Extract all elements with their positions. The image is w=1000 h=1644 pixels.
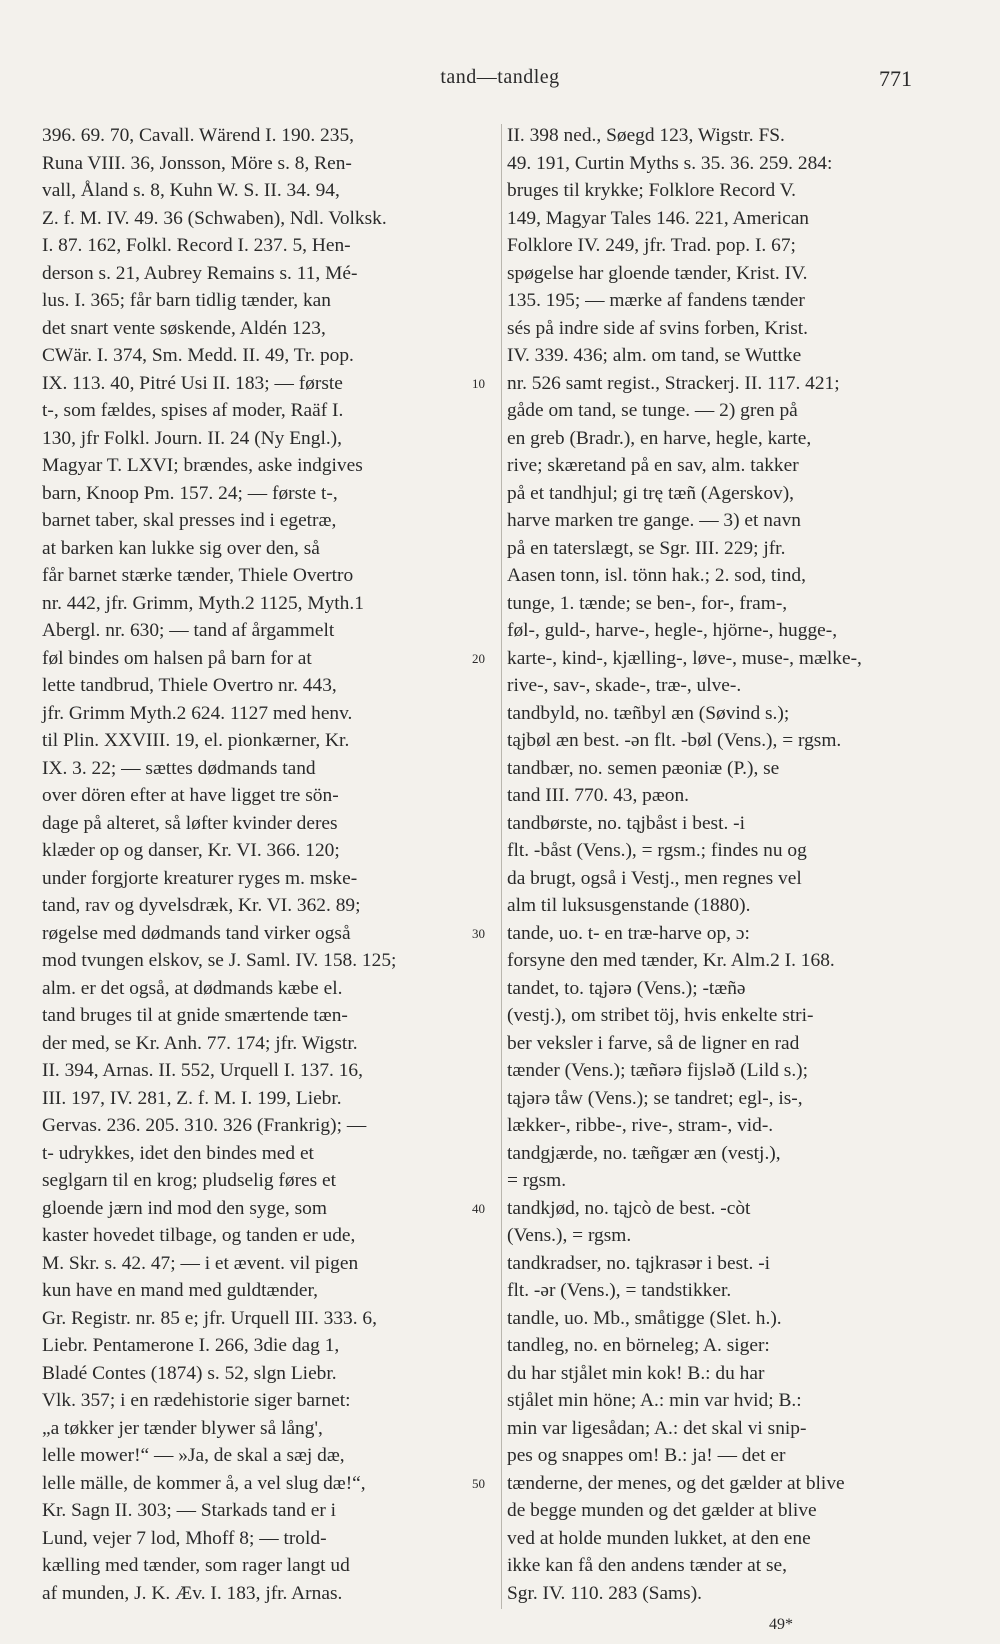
- text-line: gloende jærn ind mod den syge, som: [42, 1197, 327, 1219]
- text-line: tande, uo. t- en træ-harve op, ɔ:: [507, 922, 750, 944]
- page-number: 771: [879, 66, 912, 91]
- text-line: II. 398 ned., Søegd 123, Wigstr. FS.: [507, 125, 785, 146]
- line-number: 50: [472, 1475, 485, 1491]
- text-line: IX. 3. 22; — sættes dødmands tand: [42, 757, 316, 779]
- text-line: I. 87. 162, Folkl. Record I. 237. 5, Hen-: [42, 235, 351, 256]
- text-line: Gr. Registr. nr. 85 e; jfr. Urquell III. 333. 6,: [42, 1307, 377, 1329]
- text-line: derson s. 21, Aubrey Remains s. 11, Mé-: [42, 262, 358, 284]
- text-line: vall, Åland s. 8, Kuhn W. S. II. 34. 94,: [42, 180, 340, 201]
- text-line: IV. 339. 436; alm. om tand, se Wuttke: [507, 345, 802, 366]
- text-line: nr. 442, jfr. Grimm, Myth.2 1125, Myth.1: [42, 592, 364, 614]
- text-line: lette tandbrud, Thiele Overtro nr. 443,: [42, 675, 337, 696]
- text-line: barnet taber, skal presses ind i egetræ,: [42, 510, 337, 531]
- text-line: kun have en mand med guldtænder,: [42, 1280, 319, 1301]
- line-number: 40: [472, 1200, 485, 1216]
- text-line: flt. -båst (Vens.), = rgsm.; findes nu og: [507, 840, 807, 861]
- text-line: du har stjålet min kok! B.: du har: [507, 1362, 765, 1384]
- text-line: tandle, uo. Mb., småtigge (Slet. h.).: [507, 1307, 782, 1329]
- text-line: pes og snappes om! B.: ja! — det er: [507, 1445, 786, 1466]
- text-line: under forgjorte kreaturer ryges m. mske-: [42, 867, 358, 889]
- text-line: bruges til krykke; Folklore Record V.: [507, 180, 797, 201]
- text-line: tunge, 1. tænde; se ben-, for-, fram-,: [507, 592, 788, 614]
- text-line: rive; skæretand på en sav, alm. takker: [507, 455, 799, 476]
- text-line: kælling med tænder, som rager langt ud: [42, 1555, 350, 1576]
- column-divider: [501, 124, 502, 1609]
- text-line: sés på indre side af svins forben, Krist.: [507, 317, 809, 339]
- text-line: seglgarn til en krog; pludselig føres et: [42, 1170, 337, 1191]
- text-line: flt. -ər (Vens.), = tandstikker.: [507, 1280, 732, 1301]
- text-line: Abergl. nr. 630; — tand af årgammelt: [42, 620, 335, 641]
- text-line: tandbyld, no. tæñbyl æn (Søvind s.);: [507, 702, 790, 724]
- text-line: tandgjærde, no. tæñgær æn (vestj.),: [507, 1142, 781, 1164]
- text-line: af munden, J. K. Æv. I. 183, jfr. Arnas.: [42, 1582, 343, 1604]
- text-line: 396. 69. 70, Cavall. Wärend I. 190. 235,: [42, 125, 354, 146]
- text-line: at barken kan lukke sig over den, så: [42, 537, 320, 559]
- text-line: lus. I. 365; får barn tidlig tænder, kan: [42, 290, 331, 311]
- text-line: tand bruges til at gnide smærtende tæn-: [42, 1005, 348, 1026]
- text-line: føl-, guld-, harve-, hegle-, hjörne-, hugge-,: [507, 620, 838, 641]
- text-line: til Plin. XXVIII. 19, el. pionkærner, Kr.: [42, 730, 350, 751]
- text-line: på en taterslægt, se Sgr. III. 229; jfr.: [507, 537, 786, 559]
- text-line: tænderne, der menes, og det gælder at blive: [507, 1472, 845, 1494]
- signature-mark: 49*: [769, 1616, 793, 1633]
- text-line: 130, jfr Folkl. Journ. II. 24 (Ny Engl.),: [42, 427, 342, 449]
- text-line: alm til luksusgenstande (1880).: [507, 895, 751, 916]
- line-number: 30: [472, 925, 485, 941]
- text-line: Lund, vejer 7 lod, Mhoff 8; — trold-: [42, 1527, 327, 1549]
- text-line: barn, Knoop Pm. 157. 24; — første t-,: [42, 482, 338, 504]
- text-line: CWär. I. 374, Sm. Medd. II. 49, Tr. pop.: [42, 345, 354, 366]
- text-line: klæder op og danser, Kr. VI. 366. 120;: [42, 840, 340, 861]
- text-line: „a tøkker jer tænder blywer så lång',: [42, 1417, 323, 1439]
- text-line: Magyar T. LXVI; brændes, aske indgives: [42, 455, 363, 476]
- text-line: de begge munden og det gælder at blive: [507, 1500, 817, 1521]
- text-line: en greb (Bradr.), en harve, hegle, karte,: [507, 427, 812, 449]
- text-line: 135. 195; — mærke af fandens tænder: [507, 290, 805, 311]
- text-line: ved at holde munden lukket, at den ene: [507, 1527, 811, 1549]
- text-line: lelle mälle, de kommer å, a vel slug dæ!“,: [42, 1472, 366, 1494]
- text-line: 149, Magyar Tales 146. 221, American: [507, 207, 810, 229]
- text-line: IX. 113. 40, Pitré Usi II. 183; — første: [42, 372, 343, 394]
- text-line: tąjərə tåw (Vens.); se tandret; egl-, is-,: [507, 1087, 803, 1109]
- text-line: lækker-, ribbe-, rive-, stram-, vid-.: [507, 1115, 774, 1136]
- text-line: det snart vente søskende, Aldén 123,: [42, 317, 326, 339]
- text-line: tand III. 770. 43, pæon.: [507, 785, 690, 806]
- text-line: kaster hovedet tilbage, og tanden er ude,: [42, 1225, 356, 1246]
- right-column: [507, 122, 932, 1607]
- text-line: tænder (Vens.); tæñərə fijsləð (Lild s.);: [507, 1060, 809, 1081]
- text-line: får barnet stærke tænder, Thiele Overtro: [42, 565, 354, 586]
- text-line: Gervas. 236. 205. 310. 326 (Frankrig); —: [42, 1115, 367, 1136]
- text-line: forsyne den med tænder, Kr. Alm.2 I. 168.: [507, 950, 835, 971]
- text-line: = rgsm.: [507, 1170, 567, 1191]
- text-line: Sgr. IV. 110. 283 (Sams).: [507, 1582, 702, 1604]
- text-line: alm. er det også, at dødmands kæbe el.: [42, 977, 343, 999]
- text-line: (Vens.), = rgsm.: [507, 1225, 632, 1246]
- text-line: ikke kan få den andens tænder at se,: [507, 1555, 787, 1576]
- text-line: nr. 526 samt regist., Strackerj. II. 117. 421;: [507, 372, 840, 394]
- text-line: II. 394, Arnas. II. 552, Urquell I. 137. 16,: [42, 1060, 363, 1081]
- text-line: Aasen tonn, isl. tönn hak.; 2. sod, tind,: [507, 565, 806, 586]
- text-line: min var ligesådan; A.: det skal vi snip-: [507, 1417, 807, 1439]
- text-line: på et tandhjul; gi trę tæñ (Agerskov),: [507, 482, 795, 504]
- text-line: tand, rav og dyvelsdræk, Kr. VI. 362. 89;: [42, 895, 361, 916]
- text-line: gåde om tand, se tunge. — 2) gren på: [507, 400, 798, 421]
- text-line: rive-, sav-, skade-, træ-, ulve-.: [507, 675, 742, 696]
- text-line: ber veksler i farve, så de ligner en rad: [507, 1032, 800, 1054]
- left-column: [42, 122, 497, 1607]
- line-number: 10: [472, 375, 485, 391]
- text-line: tąjbøl æn best. -ən flt. -bøl (Vens.), = rgsm.: [507, 730, 842, 751]
- text-line: over dören efter at have ligget tre sön-: [42, 785, 339, 806]
- running-header: tand—tandleg: [440, 66, 560, 88]
- text-line: Vlk. 357; i en rædehistorie siger barnet:: [42, 1390, 351, 1411]
- text-line: lelle mower!“ — »Ja, de skal a sæj dæ,: [42, 1445, 345, 1466]
- text-line: tandet, to. tąjərə (Vens.); -tæñə: [507, 977, 746, 999]
- text-line: Bladé Contes (1874) s. 52, slgn Liebr.: [42, 1362, 337, 1384]
- text-line: der med, se Kr. Anh. 77. 174; jfr. Wigstr.: [42, 1032, 358, 1054]
- text-line: Runa VIII. 36, Jonsson, Möre s. 8, Ren-: [42, 152, 352, 174]
- text-line: tandleg, no. en börneleg; A. siger:: [507, 1335, 770, 1356]
- text-line: karte-, kind-, kjælling-, løve-, muse-, mælke-,: [507, 647, 862, 669]
- line-number: 20: [472, 650, 485, 666]
- text-line: jfr. Grimm Myth.2 624. 1127 med henv.: [42, 702, 353, 724]
- text-line: harve marken tre gange. — 3) et navn: [507, 510, 801, 531]
- text-line: tandbørste, no. tąjbåst i best. -i: [507, 812, 746, 834]
- text-line: (vestj.), om stribet töj, hvis enkelte stri-: [507, 1005, 814, 1026]
- text-line: mod tvungen elskov, se J. Saml. IV. 158. 125;: [42, 950, 397, 971]
- text-line: Liebr. Pentamerone I. 266, 3die dag 1,: [42, 1335, 340, 1356]
- text-line: t- udrykkes, idet den bindes med et: [42, 1142, 314, 1164]
- text-line: røgelse med dødmands tand virker også: [42, 922, 351, 944]
- text-line: tandbær, no. semen pæoniæ (P.), se: [507, 757, 780, 779]
- text-line: III. 197, IV. 281, Z. f. M. I. 199, Liebr.: [42, 1087, 342, 1109]
- text-line: spøgelse har gloende tænder, Krist. IV.: [507, 262, 808, 284]
- text-line: dage på alteret, så løfter kvinder deres: [42, 812, 338, 834]
- text-line: da brugt, også i Vestj., men regnes vel: [507, 867, 802, 889]
- text-line: t-, som fældes, spises af moder, Raäf I.: [42, 400, 344, 421]
- text-line: M. Skr. s. 42. 47; — i et ævent. vil pigen: [42, 1252, 359, 1274]
- text-line: Kr. Sagn II. 303; — Starkads tand er i: [42, 1500, 337, 1521]
- text-line: tandkjød, no. tąjcò de best. -còt: [507, 1197, 751, 1219]
- text-line: tandkradser, no. tąjkrasər i best. -i: [507, 1252, 771, 1274]
- text-line: føl bindes om halsen på barn for at: [42, 647, 312, 669]
- text-line: Z. f. M. IV. 49. 36 (Schwaben), Ndl. Volksk.: [42, 207, 387, 229]
- text-line: Folklore IV. 249, jfr. Trad. pop. I. 67;: [507, 235, 796, 256]
- text-line: 49. 191, Curtin Myths s. 35. 36. 259. 284:: [507, 152, 833, 174]
- text-line: stjålet min höne; A.: min var hvid; B.:: [507, 1390, 802, 1411]
